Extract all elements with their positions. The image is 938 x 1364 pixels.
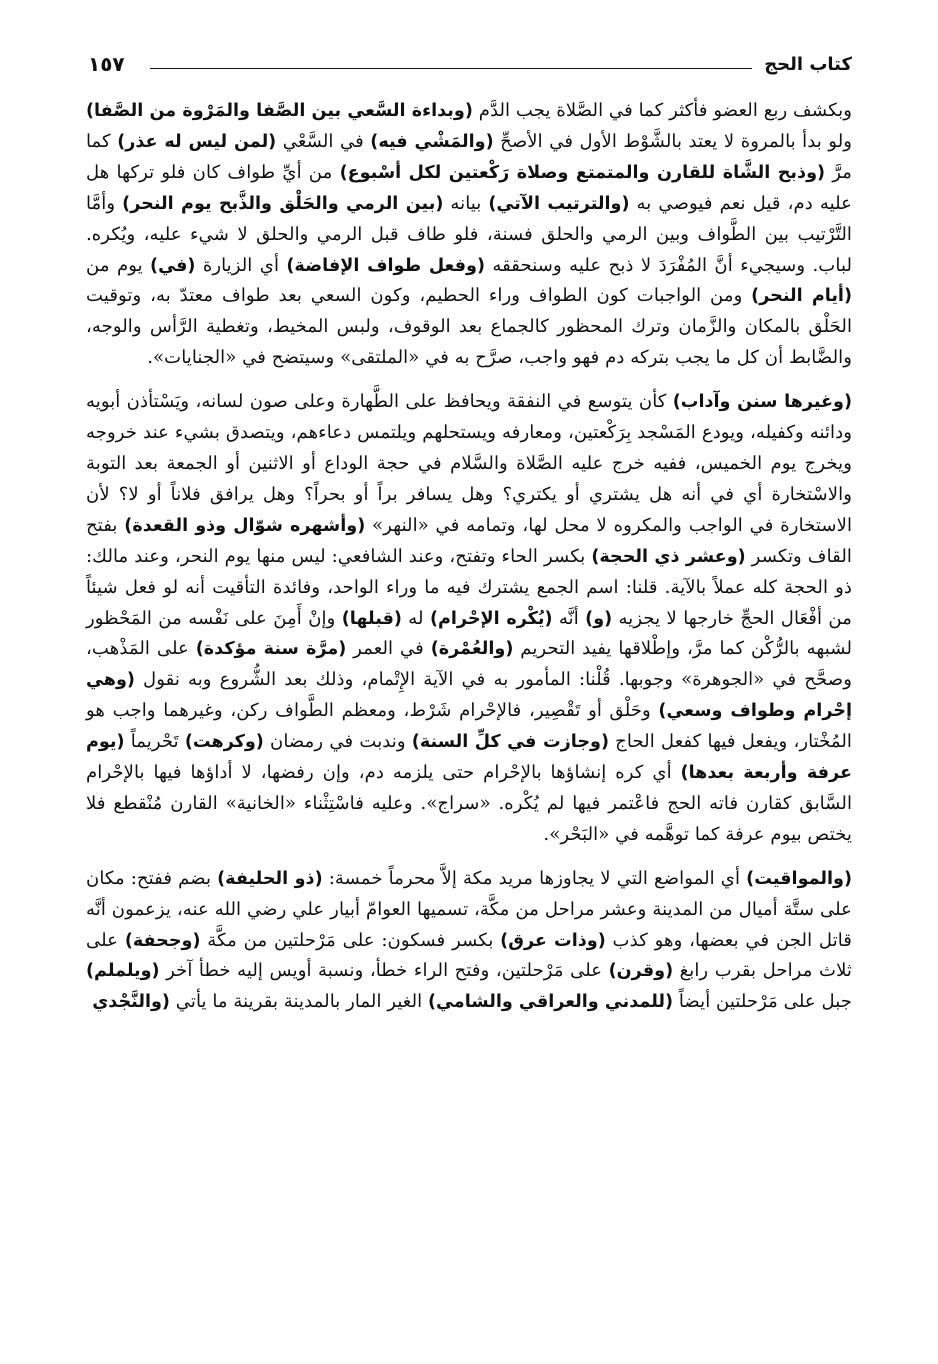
commentary-text: وإنْ أَمِنَ على نَفْسه من المَحْظور لشبهه بالرُّكْن كما مرَّ، وإطْلاقها يفيد التحريم: [86, 607, 852, 660]
commentary-text: كما مرَّ: [86, 130, 852, 183]
bold-matn-text: (وهي إحْرام وطواف وسعي): [86, 670, 852, 722]
paragraph-2: [86, 387, 852, 851]
commentary-text: أنَّه: [552, 607, 586, 629]
commentary-text: في السَّعْي: [276, 130, 371, 152]
bold-matn-text: (أيام النحر): [751, 286, 852, 307]
commentary-text: أي الزيارة: [195, 254, 287, 276]
commentary-text: وأمَّا التَّرْتيب بين الطَّواف وبين الرمي والحلق فسنة، فلو طاف قبل الرمي والحلق لا شيء عليه، ويُكره. لباب. وسيجيء أنَّ المُفْرَدَ لا ذبح عليه وسنحققه: [86, 192, 852, 276]
bold-matn-text: (وجحفة): [124, 930, 201, 951]
bold-matn-text: (وبداءة السَّعي بين الصَّفا والمَرْوة من الصَّفا): [86, 101, 473, 121]
commentary-text: له: [401, 607, 430, 629]
commentary-text: جبل على مَرْحلتين أيضاً: [673, 991, 852, 1013]
bold-matn-text: (وغيرها سنن وآداب): [672, 392, 852, 413]
page-header: [88, 40, 852, 80]
bold-matn-text: (وكرهت): [184, 732, 264, 753]
bold-matn-text: (و): [585, 608, 613, 629]
paragraph-1: [86, 96, 852, 374]
commentary-text: وبكشف ربع العضو فأكثر كما في الصَّلاة يجب الدَّم: [472, 100, 852, 121]
commentary-text: كأن يتوسع في النفقة ويحافظ على الطَّهارة وعلى صون لسانه، ويَسْتأذن أبويه ودائنه وكفيله، ويودع المَسْجد بِرَكْعتين، ومعارفه ويستحلهم ويلتمس دعاءهم، ويتصدق بشيء عند خروجه ويخرج يوم الخميس، ففيه خرج عليه الصَّلاة والسَّلام في حجة الوداع أو الاثنين أو الجمعة بعد التوبة والاسْتخارة أي في أنه هل يشتري أو يكتري؟ وهل يسافر براً أو بحراً؟ وهل يرافق فلاناً أو لا؟ لأن الاستخارة في الواجب والمكروه لا محل لها، وتمامه في «النهر»: [86, 391, 853, 536]
page-number: ١٥٧: [88, 52, 125, 76]
bold-matn-text: (والترتيب الآتي): [488, 193, 630, 214]
bold-matn-text: (يوم عرفة وأربعة بعدها): [86, 732, 852, 784]
commentary-text: على ثلاث مراحل بقرب رابغ: [86, 929, 852, 982]
commentary-text: ومن الواجبات كون الطواف وراء الحطيم، وكون السعي بعد طواف معتدّ به، وتوقيت الحَلْق بالمكان والزَّمان وترك المحظور كالجماع بعد الوقوف، ولبس المخيط، وتغطية الرَّأس والوجه، والضَّابط أن كل ما يجب بتركه دم فهو واجب، صرَّح به في «الملتقى» وسيتضح في «الجنايات».: [86, 285, 852, 369]
bold-matn-text: (وجازت في كلِّ السنة): [411, 732, 610, 753]
commentary-text: بكسر الحاء وتفتح، وعند الشافعي: ليس منها يوم النحر، وعند مالك: ذو الحجة كله عملاً بالآية. قلنا: اسم الجمع يشترك فيه ما وراء الواحد، وفائدة التأقيت أنه لو فعل شيئاً من أفْعَال الحجِّ خارجها لا يجزيه: [86, 545, 852, 629]
commentary-text: أي المواضع التي لا يجاوزها مريد مكة إلاَّ محرماً خمسة:: [322, 867, 747, 889]
bold-matn-text: (مرَّة سنة مؤكدة): [195, 639, 347, 660]
commentary-text: ولو بدأ بالمروة لا يعتد بالشَّوْط الأول في الأصحِّ: [493, 130, 853, 152]
bold-matn-text: (لمن ليس له عذر): [117, 131, 277, 152]
commentary-text: وندبت في رمضان: [263, 731, 412, 753]
bold-matn-text: (وذات عرق): [500, 930, 606, 951]
bold-matn-text: (وقرن): [608, 961, 674, 982]
bold-matn-text: (قبلها): [341, 608, 402, 629]
commentary-text: من أيِّ طواف كان فلو تركها هل عليه دم، قيل نعم فيوصي به: [86, 161, 853, 214]
commentary-text: الغير المار بالمدينة بقرينة ما يأتي: [169, 991, 428, 1013]
commentary-text: يوم من: [86, 254, 151, 276]
commentary-text: على المَذْهب، وصحَّح في «الجوهرة» وجوبها. قُلْنا: المأمور به في الآية الإِتْمام، وذلك بعد الشُّروع وبه نقول: [86, 638, 852, 691]
running-title: كتاب الحج: [764, 54, 852, 75]
bold-matn-text: (والمواقيت): [746, 868, 853, 889]
bold-matn-text: (يُكْره الإحْرام): [429, 608, 553, 629]
bold-matn-text: (وذبح الشَّاة للقارن والمتمتع وصلاة رَكْعتين لكل أسْبوع): [339, 162, 826, 183]
bold-matn-text: (والمَشْي فيه): [370, 131, 494, 152]
bold-matn-text: (والعُمْرة): [430, 639, 514, 660]
bold-matn-text: (وفعل طواف الإفاضة): [286, 255, 485, 276]
commentary-text: وحَلْق أو تَقْصِير، فالإحْرام شَرْط، ومعظم الطَّواف ركن، وغيرهما واجب هو المُخْتار، ويفعل فيها كفعل الحاج: [86, 700, 852, 753]
commentary-text: أي كره إنشاؤها بالإحْرام حتى يلزمه دم، وإن رفضها، لا أداؤها فيها بالإحْرام السَّابق كقارن فاته الحج فاعْتمر فيها لم يُكْره. «سراج». وعليه فاسْتِثْناء «الخانية» القارن مُنْقطع فلا يختص بيوم عرفة كما توهَّمه في «البَحْر».: [86, 762, 852, 845]
bold-matn-text: (والنَّجْدي: [92, 992, 170, 1013]
commentary-text: بفتح القاف وتكسر: [86, 514, 852, 567]
commentary-text: بيانه: [443, 192, 489, 214]
bold-matn-text: (وأشهره شوّال وذو القعدة): [124, 515, 366, 536]
bold-matn-text: (بين الرمي والحَلْق والذَّبح يوم النحر): [122, 193, 444, 214]
bold-matn-text: (وعشر ذي الحجة): [591, 546, 746, 567]
paragraph-3: [86, 864, 852, 1019]
header-rule: [150, 68, 752, 69]
body-text: [86, 96, 852, 1018]
bold-matn-text: (ذو الحليفة): [217, 868, 323, 889]
commentary-text: بضم ففتح: مكان على ستَّة أميال من المدينة وعشر مراحل من مكَّة، تسميها العوامّ أبيار علي رضي الله عنه، يزعمون أنَّه قاتل الجن في بعضها، وهو كذب: [86, 867, 852, 951]
commentary-text: على مَرْحلتين، وفتح الراء خطأ، ونسبة أويس إليه خطأ آخر: [159, 960, 609, 982]
commentary-text: بكسر فسكون: على مَرْحلتين من مكَّة: [200, 929, 501, 951]
bold-matn-text: (للمدني والعراقي والشامي): [427, 992, 674, 1013]
commentary-text: في العمر: [346, 638, 431, 660]
commentary-text: تَحْريماً: [124, 731, 185, 753]
bold-matn-text: (ويلملم): [86, 961, 160, 982]
bold-matn-text: (في): [150, 255, 196, 276]
